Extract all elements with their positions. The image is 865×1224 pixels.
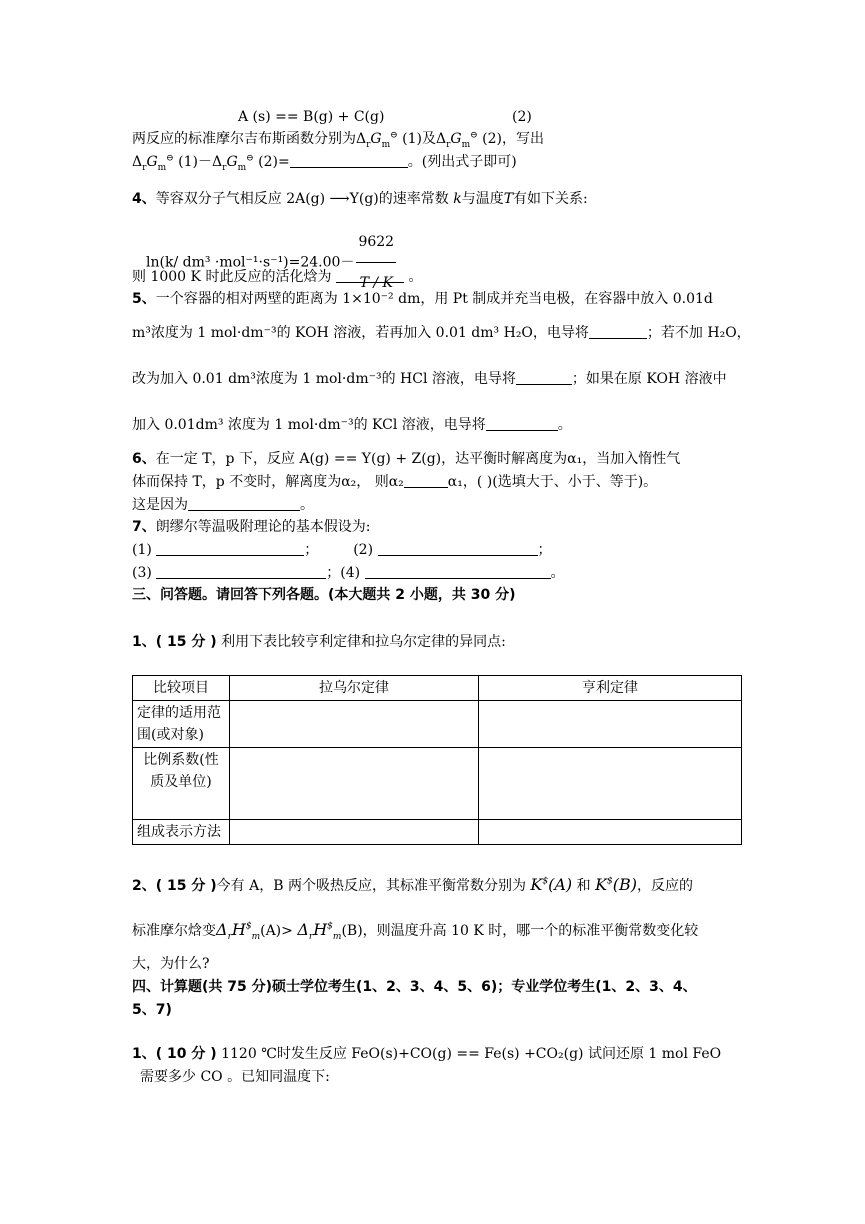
table-cell[interactable] bbox=[479, 820, 742, 845]
table-row bbox=[133, 701, 742, 748]
calc1-line-2: 需要多少 CO 。已知同温度下: bbox=[140, 1069, 330, 1085]
q7-sep-1: ； bbox=[304, 542, 319, 558]
q4-ask-line bbox=[132, 268, 422, 286]
q6-number: 6、 bbox=[132, 451, 156, 467]
q7-sep-3: 。 bbox=[550, 565, 565, 581]
table-header: 比较项目 bbox=[133, 676, 230, 701]
calc1-line-1 bbox=[132, 1045, 721, 1063]
q4-answer-blank[interactable] bbox=[336, 268, 404, 283]
q5-text-2a: m³浓度为 1 mol·dm⁻³的 KOH 溶液，若再加入 0.01 dm³ H₂O，电导将 bbox=[132, 325, 589, 341]
q5-line-3 bbox=[132, 370, 727, 388]
q6-text-2a: 体而保持 T，p 不变时，解离度为α₂， 则α₂ bbox=[132, 474, 404, 490]
q7-item-2-label: (2) bbox=[353, 542, 374, 558]
q7-line bbox=[132, 518, 370, 536]
q5-blank-1[interactable] bbox=[589, 324, 647, 339]
table-cell[interactable] bbox=[230, 820, 479, 845]
qa2-enthalpy-A: $\Delta_rH^{\$}_m$ bbox=[216, 920, 261, 943]
q3-gibbs-text-2: (1)及Δ bbox=[402, 131, 447, 147]
q5-line-4 bbox=[132, 416, 572, 434]
q7-item-3-blank[interactable] bbox=[156, 564, 326, 579]
table-row-label: 组成表示方法 bbox=[133, 820, 230, 845]
q7-item-4-blank[interactable] bbox=[365, 564, 551, 579]
table-row-label: 定律的适用范围(或对象) bbox=[133, 701, 230, 748]
q7-sep-2: ； bbox=[537, 542, 552, 558]
table-header: 拉乌尔定律 bbox=[230, 676, 479, 701]
qa2-line-3: 大，为什么? bbox=[132, 956, 210, 972]
q7-item-1-label: (1) bbox=[132, 542, 152, 558]
q6-blank-1[interactable] bbox=[404, 473, 448, 488]
q3-gibbs-line: 两反应的标准摩尔吉布斯函数分别为$\Delta_rG_m^⊖$ (1)及$\Delta_rG_m^⊖$ (2)，写出 bbox=[132, 130, 544, 150]
q6-text-3: 这是因为 bbox=[132, 497, 188, 513]
q7-items-row-2 bbox=[132, 564, 565, 582]
q4-equation-left: ln(k/ dm³ ·mol⁻¹·s⁻¹)=24.00－ bbox=[146, 254, 355, 271]
q4-number: 4、 bbox=[132, 191, 156, 207]
q5-text-1: 一个容器的相对两壁的距离为 1×10⁻² dm，用 Pt 制成并充当电极，在容器中放入 0.01d bbox=[155, 291, 713, 307]
q3-answer-text-2: (1)－Δ bbox=[178, 154, 223, 170]
table-header-row bbox=[133, 676, 742, 701]
q4-text: 等容双分子气相反应 2A(g) ⟶Y(g)的速率常数 bbox=[155, 191, 449, 207]
q5-text-3a: 改为加入 0.01 dm³浓度为 1 mol·dm⁻³的 HCl 溶液，电导将 bbox=[132, 371, 516, 387]
q5-text-4a: 加入 0.01dm³ 浓度为 1 mol·dm⁻³的 KCl 溶液，电导将 bbox=[132, 417, 486, 433]
q4-mid: 与温度 bbox=[461, 191, 504, 207]
table-cell[interactable] bbox=[230, 701, 479, 748]
q3-answer-line: $\Delta_rG_m^⊖$ $(1)-\Delta_rG_m^⊖$ (2)= 。(列出式子即可) bbox=[132, 153, 517, 173]
qa2-text-2b: (A)> bbox=[260, 923, 293, 939]
comparison-table bbox=[132, 675, 742, 845]
table-header: 亨利定律 bbox=[479, 676, 742, 701]
q6-blank-2[interactable] bbox=[188, 496, 300, 511]
q6-line-2 bbox=[132, 473, 657, 491]
qa1-text: 利用下表比较亨利定律和拉乌尔定律的异同点: bbox=[221, 634, 506, 650]
q6-text-3-end: 。 bbox=[300, 497, 314, 513]
q4-fraction-numerator: 9622 bbox=[356, 222, 396, 263]
gibbs-symbol-4: G bbox=[226, 154, 238, 170]
qa2-text-2c: (B)，则温度升高 10 K 时，哪一个的标准平衡常数变化较 bbox=[341, 923, 699, 939]
table-cell[interactable] bbox=[479, 748, 742, 820]
table-row bbox=[133, 748, 742, 820]
q7-items-row-1 bbox=[132, 541, 552, 559]
reaction-2 bbox=[238, 108, 384, 126]
q4-ask: 则 1000 K 时此反应的活化焓为 bbox=[132, 269, 332, 285]
q7-text: 朗缪尔等温吸附理论的基本假设为: bbox=[155, 519, 371, 535]
qa2-KB: K$(B) bbox=[595, 875, 637, 894]
table-row bbox=[133, 820, 742, 845]
q7-number: 7、 bbox=[132, 519, 156, 535]
section-3-title: 三、问答题。请回答下列各题。(本大题共 2 小题，共 30 分) bbox=[132, 587, 516, 603]
q4-k: k bbox=[453, 191, 462, 207]
qa2-KA: K$(A) bbox=[530, 875, 573, 894]
gibbs-symbol-3: G bbox=[146, 154, 158, 170]
qa2-text-1b: ，反应的 bbox=[637, 878, 693, 894]
q5-text-2b: ；若不加 H₂O， bbox=[646, 325, 751, 341]
qa2-line-1 bbox=[132, 876, 693, 895]
q6-text-2b: α₁，( )(选填大于、小于、等于)。 bbox=[447, 474, 658, 490]
qa1-line bbox=[132, 633, 506, 651]
q4-end: 有如下关系: bbox=[513, 191, 588, 207]
reaction-2-number: (2) bbox=[512, 109, 532, 125]
q5-blank-2[interactable] bbox=[516, 370, 572, 385]
q5-number: 5、 bbox=[132, 291, 156, 307]
q5-text-3b: ；如果在原 KOH 溶液中 bbox=[571, 371, 727, 387]
q7-item-1-blank[interactable] bbox=[156, 541, 304, 556]
q7-item-2-blank[interactable] bbox=[378, 541, 538, 556]
section-4-line-1: 四、计算题(共 75 分)硕士学位考生(1、2、3、4、5、6)；专业学位考生(1、2、3、4、 bbox=[132, 979, 697, 995]
q3-gibbs-text-3: (2)，写出 bbox=[482, 131, 544, 147]
q3-gibbs-text-1: 两反应的标准摩尔吉布斯函数分别为Δ bbox=[132, 131, 367, 147]
qa2-text-1a: 今有 A，B 两个吸热反应，其标准平衡常数分别为 bbox=[216, 878, 526, 894]
calc1-label: 1、( 10 分 ) bbox=[132, 1046, 217, 1062]
q4-T: T bbox=[503, 191, 514, 207]
gibbs-symbol-2: G bbox=[450, 131, 462, 147]
gibbs-symbol-1: G bbox=[370, 131, 382, 147]
q4-ask-end: 。 bbox=[408, 269, 423, 285]
q5-blank-3[interactable] bbox=[486, 416, 558, 431]
q3-answer-text-4: 。(列出式子即可) bbox=[407, 154, 517, 170]
qa2-line-2 bbox=[132, 920, 699, 943]
table-row-label: 比例系数(性质及单位) bbox=[133, 748, 230, 820]
qa2-and: 和 bbox=[576, 878, 591, 894]
q6-text-1: 在一定 T，p 下，反应 A(g) == Y(g) + Z(g)，达平衡时解离度为α₁，当加入惰性气 bbox=[155, 451, 681, 467]
q5-text-4b: 。 bbox=[557, 417, 572, 433]
qa2-label: 2、( 15 分 ) bbox=[132, 878, 217, 894]
q5-line-2 bbox=[132, 324, 751, 342]
table-cell[interactable] bbox=[479, 701, 742, 748]
q6-line-3 bbox=[132, 496, 314, 514]
q3-answer-blank[interactable] bbox=[290, 153, 408, 168]
q7-item-4-label: ；(4) bbox=[326, 565, 361, 581]
table-cell[interactable] bbox=[230, 748, 479, 820]
q7-item-3-label: (3) bbox=[132, 565, 152, 581]
q4-line bbox=[132, 190, 588, 208]
section-4-line-2: 5、7) bbox=[132, 1002, 172, 1018]
calc1-text-1: 1120 ℃时发生反应 FeO(s)+CO(g) == Fe(s) +CO₂(g) 试问还原 1 mol FeO bbox=[221, 1046, 722, 1062]
qa2-enthalpy-B: $\Delta_rH^{\$}_m$ bbox=[297, 920, 342, 943]
q5-line-1 bbox=[132, 290, 713, 308]
reaction-2-text: A (s) == B(g) + C(g) bbox=[238, 109, 385, 125]
qa1-label: 1、( 15 分 ) bbox=[132, 634, 217, 650]
q3-answer-text-3: (2)= bbox=[258, 154, 290, 170]
q3-answer-text-1: Δ bbox=[132, 154, 143, 170]
qa2-text-2a: 标准摩尔焓变 bbox=[132, 923, 216, 939]
q4-fraction-denominator: T / K bbox=[359, 275, 393, 291]
q6-line-1 bbox=[132, 450, 680, 468]
